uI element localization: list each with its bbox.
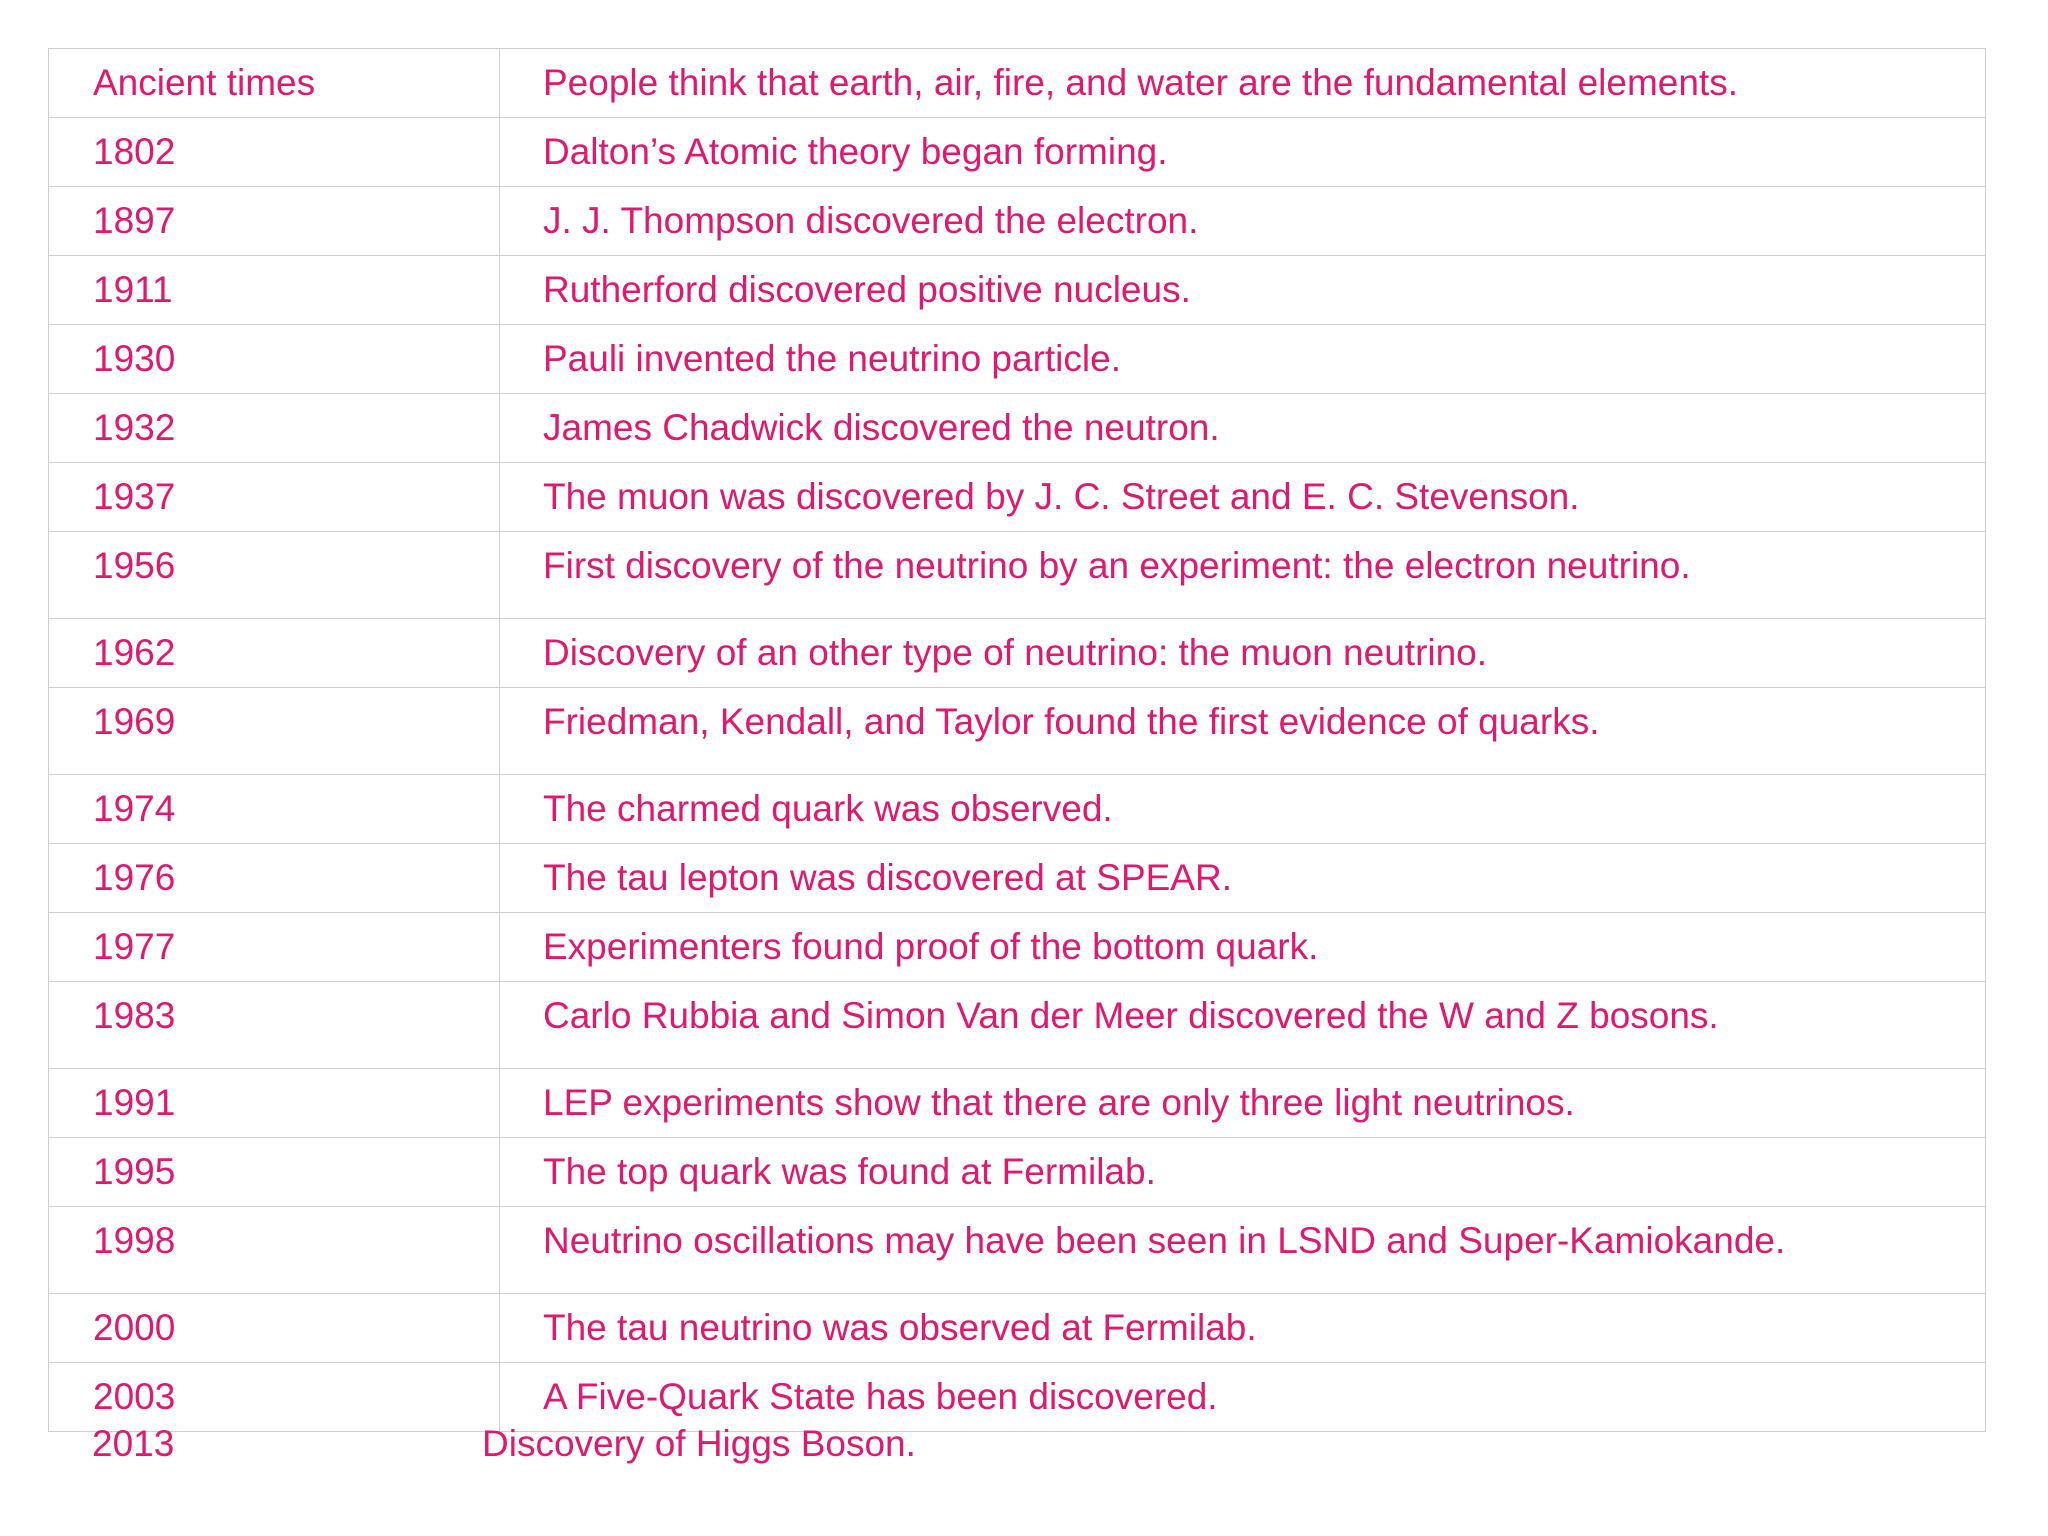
table-row bbox=[49, 1294, 1986, 1363]
extra-entry-event: Discovery of Higgs Boson. bbox=[482, 1423, 916, 1464]
year-text: 1976 bbox=[93, 857, 176, 898]
event-text: James Chadwick discovered the neutron. bbox=[543, 407, 1220, 448]
timeline-table bbox=[48, 48, 1986, 1432]
year-text: 1802 bbox=[93, 131, 176, 172]
table-row bbox=[49, 1138, 1986, 1207]
year-text: 1930 bbox=[93, 338, 176, 379]
year-cell bbox=[49, 1207, 500, 1294]
event-cell bbox=[500, 982, 1986, 1069]
year-text: 1977 bbox=[93, 926, 176, 967]
year-cell bbox=[49, 775, 500, 844]
event-text: Dalton’s Atomic theory began forming. bbox=[543, 131, 1168, 172]
event-text: Neutrino oscillations may have been seen in LSND and Super-Kamiokande. bbox=[543, 1220, 1786, 1261]
year-text: 1995 bbox=[93, 1151, 176, 1192]
year-cell bbox=[49, 256, 500, 325]
year-cell bbox=[49, 1069, 500, 1138]
year-cell bbox=[49, 1294, 500, 1363]
year-text: 1962 bbox=[93, 632, 176, 673]
event-text: Friedman, Kendall, and Taylor found the first evidence of quarks. bbox=[543, 701, 1600, 742]
event-cell bbox=[500, 619, 1986, 688]
table-row bbox=[49, 532, 1986, 619]
table-row bbox=[49, 775, 1986, 844]
year-text: 1983 bbox=[93, 995, 176, 1036]
year-text: 1956 bbox=[93, 545, 176, 586]
event-cell bbox=[500, 1294, 1986, 1363]
year-cell bbox=[49, 982, 500, 1069]
table-row bbox=[49, 187, 1986, 256]
table-row bbox=[49, 982, 1986, 1069]
year-text: 1974 bbox=[93, 788, 176, 829]
event-cell bbox=[500, 532, 1986, 619]
table-row bbox=[49, 1207, 1986, 1294]
year-cell bbox=[49, 118, 500, 187]
year-text: 1911 bbox=[93, 269, 173, 310]
event-cell bbox=[500, 1069, 1986, 1138]
event-text: First discovery of the neutrino by an experiment: the electron neutrino. bbox=[543, 545, 1691, 586]
event-cell bbox=[500, 463, 1986, 532]
event-text: People think that earth, air, fire, and water are the fundamental elements. bbox=[543, 62, 1738, 103]
event-text: Experimenters found proof of the bottom quark. bbox=[543, 926, 1319, 967]
event-text: The tau lepton was discovered at SPEAR. bbox=[543, 857, 1232, 898]
event-cell bbox=[500, 49, 1986, 118]
event-text: The tau neutrino was observed at Fermilab. bbox=[543, 1307, 1257, 1348]
year-text: 1991 bbox=[93, 1082, 176, 1123]
event-text: J. J. Thompson discovered the electron. bbox=[543, 200, 1199, 241]
table-row bbox=[49, 619, 1986, 688]
table-row bbox=[49, 394, 1986, 463]
table-row bbox=[49, 688, 1986, 775]
year-text: 2000 bbox=[93, 1307, 176, 1348]
year-cell bbox=[49, 463, 500, 532]
year-text: 1969 bbox=[93, 701, 176, 742]
table-row bbox=[49, 844, 1986, 913]
event-text: Rutherford discovered positive nucleus. bbox=[543, 269, 1191, 310]
event-text: The charmed quark was observed. bbox=[543, 788, 1113, 829]
table-row bbox=[49, 913, 1986, 982]
extra-entry-row bbox=[0, 1420, 2048, 1476]
year-text: 2003 bbox=[93, 1376, 176, 1417]
event-cell bbox=[500, 1138, 1986, 1207]
year-cell bbox=[49, 49, 500, 118]
event-cell bbox=[500, 913, 1986, 982]
year-text: Ancient times bbox=[93, 62, 316, 103]
event-cell bbox=[500, 844, 1986, 913]
event-cell bbox=[500, 394, 1986, 463]
table-row bbox=[49, 256, 1986, 325]
year-cell bbox=[49, 844, 500, 913]
event-text: A Five-Quark State has been discovered. bbox=[543, 1376, 1218, 1417]
event-cell bbox=[500, 256, 1986, 325]
year-cell bbox=[49, 688, 500, 775]
year-cell bbox=[49, 325, 500, 394]
year-cell bbox=[49, 532, 500, 619]
event-cell bbox=[500, 118, 1986, 187]
extra-entry-year: 2013 bbox=[92, 1423, 175, 1464]
event-text: Discovery of an other type of neutrino: the muon neutrino. bbox=[543, 632, 1488, 673]
year-cell bbox=[49, 1138, 500, 1207]
year-text: 1998 bbox=[93, 1220, 176, 1261]
event-cell bbox=[500, 688, 1986, 775]
event-text: Carlo Rubbia and Simon Van der Meer discovered the W and Z bosons. bbox=[543, 995, 1719, 1036]
event-cell bbox=[500, 325, 1986, 394]
table-row bbox=[49, 1069, 1986, 1138]
table-row bbox=[49, 325, 1986, 394]
event-text: LEP experiments show that there are only three light neutrinos. bbox=[543, 1082, 1575, 1123]
table-row bbox=[49, 118, 1986, 187]
event-text: Pauli invented the neutrino particle. bbox=[543, 338, 1121, 379]
year-text: 1932 bbox=[93, 407, 176, 448]
event-cell bbox=[500, 775, 1986, 844]
table-row bbox=[49, 463, 1986, 532]
year-text: 1937 bbox=[93, 476, 176, 517]
year-cell bbox=[49, 619, 500, 688]
table-row bbox=[49, 49, 1986, 118]
year-cell bbox=[49, 913, 500, 982]
year-cell bbox=[49, 394, 500, 463]
year-cell bbox=[49, 187, 500, 256]
event-cell bbox=[500, 1207, 1986, 1294]
event-text: The top quark was found at Fermilab. bbox=[543, 1151, 1156, 1192]
event-cell bbox=[500, 187, 1986, 256]
event-text: The muon was discovered by J. C. Street and E. C. Stevenson. bbox=[543, 476, 1580, 517]
year-text: 1897 bbox=[93, 200, 176, 241]
